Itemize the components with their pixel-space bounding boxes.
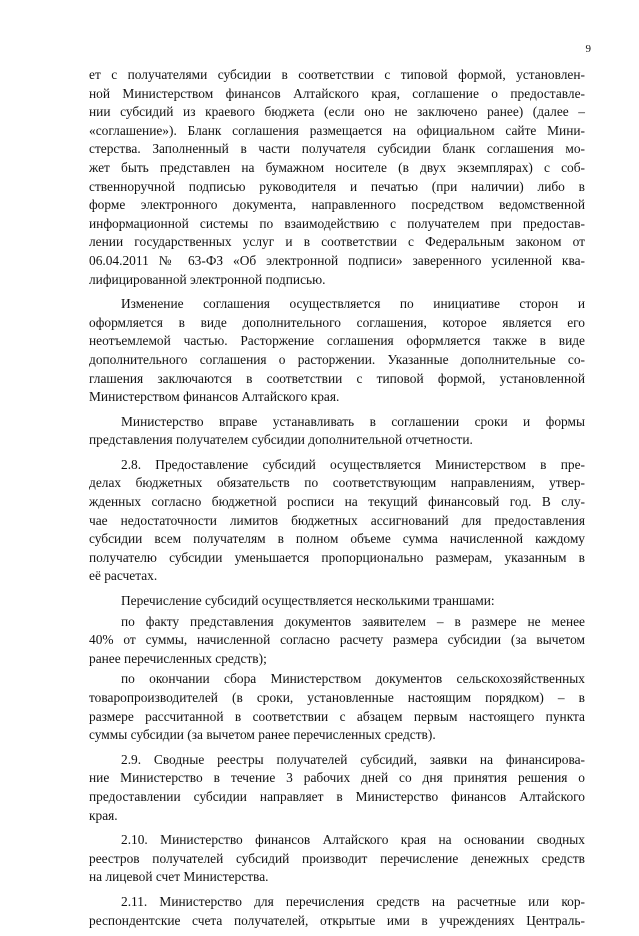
text-line: на лицевой счет Министерства. bbox=[89, 869, 269, 885]
text-line: субсидии всем получателям в полном объеме сумма начисленной каждому bbox=[89, 531, 585, 547]
document-body bbox=[89, 66, 585, 936]
paragraph-p7 bbox=[89, 670, 585, 744]
text-line: 2.11. Министерство для перечисления средств на расчетные или кор- bbox=[121, 893, 585, 909]
text-line: размере рассчитанной в соответствии с абзацем первым настоящего пункта bbox=[89, 708, 585, 724]
paragraph-p6 bbox=[89, 613, 585, 669]
text-line: информационной системы по взаимодействию с получателем при предостав- bbox=[89, 215, 585, 231]
page-number: 9 bbox=[585, 43, 591, 55]
text-line: респондентские счета получателей, открытые ими в учреждениях Централь- bbox=[89, 912, 585, 928]
text-line: Перечисление субсидий осуществляется несколькими траншами: bbox=[121, 593, 495, 609]
paragraph-p4 bbox=[89, 456, 585, 586]
text-line: 06.04.2011 № 63-ФЗ «Об электронной подписи» заверенного усиленной ква- bbox=[89, 252, 585, 268]
text-line: оформляется в виде дополнительного соглашения, которое является его bbox=[89, 314, 585, 330]
text-line: Министерством финансов Алтайского края. bbox=[89, 389, 340, 405]
paragraph-p9 bbox=[89, 831, 585, 887]
text-line: товаропроизводителей (в сроки, установленные настоящим порядком) – в bbox=[89, 690, 585, 705]
text-line: чае недостаточности лимитов бюджетных ассигнований для предоставления bbox=[89, 512, 585, 528]
text-line: нии субсидий из краевого бюджета (если оно не заключено ранее) (далее – bbox=[89, 104, 585, 120]
text-line: форме электронного документа, направленного посредством ведомственной bbox=[89, 197, 585, 213]
text-line: ной Министерством финансов Алтайского края, соглашение о предоставле- bbox=[89, 85, 585, 101]
text-line: ранее перечисленных средств); bbox=[89, 650, 267, 666]
text-line: суммы субсидии (за вычетом ранее перечисленных средств). bbox=[89, 727, 436, 743]
text-line: реестров получателей субсидий производит перечисление денежных средств bbox=[89, 850, 585, 866]
text-line: по факту представления документов заявителем – в размере не менее bbox=[121, 613, 585, 629]
text-line: жет быть представлен на бумажном носителе (в двух экземплярах) с соб- bbox=[89, 159, 585, 175]
text-line: получателю субсидии уменьшается пропорционально размерам, указанным в bbox=[89, 549, 585, 565]
text-line: 2.10. Министерство финансов Алтайского края на основании сводных bbox=[121, 832, 585, 848]
text-line: ние Министерство в течение 3 рабочих дней со дня принятия решения о bbox=[89, 770, 585, 786]
text-line: 2.8. Предоставление субсидий осуществляется Министерством в пре- bbox=[121, 456, 585, 472]
text-line: края. bbox=[89, 807, 118, 823]
text-line: ственноручной подписью руководителя и печатью (при наличии) либо в bbox=[89, 178, 585, 194]
text-line: Изменение соглашения осуществляется по инициативе сторон и bbox=[121, 296, 585, 312]
paragraph-p1 bbox=[89, 66, 585, 289]
paragraph-p8 bbox=[89, 751, 585, 825]
text-line: её расчетах. bbox=[89, 568, 158, 584]
text-line: стерства. Заполненный в части получателя субсидии бланк соглашения мо- bbox=[89, 141, 585, 157]
text-line: дополнительного соглашения о расторжении. Указанные дополнительные со- bbox=[89, 351, 585, 367]
text-line: лении государственных услуг и в соответствии с Федеральным законом от bbox=[89, 234, 585, 250]
paragraph-p10 bbox=[89, 893, 585, 930]
text-line: представления получателем субсидии дополнительной отчетности. bbox=[89, 432, 473, 448]
text-line: «соглашение»). Бланк соглашения размещается на официальном сайте Мини- bbox=[89, 122, 585, 138]
text-line: Министерство вправе устанавливать в соглашении сроки и формы bbox=[121, 413, 585, 429]
text-line: предоставлении субсидии направляет в Министерство финансов Алтайского bbox=[89, 788, 585, 804]
text-line: делах бюджетных обязательств по соответствующим направлениям, утвер- bbox=[89, 475, 585, 491]
paragraph-p5 bbox=[89, 592, 585, 611]
text-line: лифицированной электронной подписью. bbox=[89, 271, 326, 287]
paragraph-p2 bbox=[89, 295, 585, 407]
paragraph-p3 bbox=[89, 413, 585, 450]
text-line: жденных согласно бюджетной росписи на текущий финансовый год. В слу- bbox=[89, 494, 585, 510]
text-line: неотъемлемой частью. Расторжение соглашения оформляется также в виде bbox=[89, 333, 585, 349]
text-line: глашения заключаются в соответствии с типовой формой, установленной bbox=[89, 370, 585, 386]
text-line: 40% от суммы, начисленной согласно расчету размера субсидии (за вычетом bbox=[89, 632, 585, 648]
text-line: по окончании сбора Министерством документов сельскохозяйственных bbox=[121, 671, 585, 687]
text-line: 2.9. Сводные реестры получателей субсидий, заявки на финансирова- bbox=[121, 751, 585, 767]
text-line: ет с получателями субсидии в соответствии с типовой формой, установлен- bbox=[89, 67, 585, 82]
